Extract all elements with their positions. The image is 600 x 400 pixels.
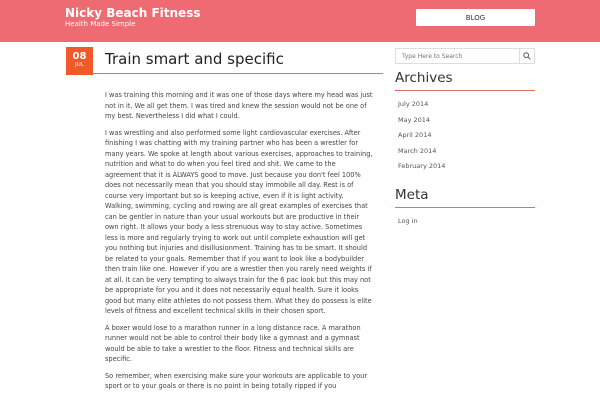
search-input[interactable] bbox=[396, 49, 520, 63]
post-paragraph: So remember, when exercising make sure your workouts are applicable to your sport or to your goals or there is no point in being totally ripped if you bbox=[105, 371, 368, 390]
meta-link-login[interactable]: Log in bbox=[398, 217, 418, 225]
archives-divider bbox=[395, 90, 535, 91]
post-paragraph: I was training this morning and it was one of those days where my head was just not in it. We all get them. I was tired and knew the session would not be one of my best. Nevertheless I did what I could. bbox=[105, 91, 373, 120]
site-header bbox=[0, 0, 600, 42]
search-icon bbox=[523, 52, 531, 60]
post-date-day: 08 bbox=[72, 51, 87, 62]
meta-divider bbox=[395, 207, 535, 208]
archives-widget-title: Archives bbox=[395, 70, 453, 86]
meta-widget-title: Meta bbox=[395, 187, 429, 203]
archive-link-july-2014[interactable]: July 2014 bbox=[398, 100, 429, 108]
site-title[interactable]: Nicky Beach Fitness bbox=[65, 6, 201, 20]
archive-link-april-2014[interactable]: April 2014 bbox=[398, 131, 432, 139]
nav-blog-button[interactable]: BLOG bbox=[416, 9, 535, 26]
archive-link-february-2014[interactable]: February 2014 bbox=[398, 162, 446, 170]
search-form bbox=[395, 48, 535, 64]
post-title-divider bbox=[93, 73, 383, 74]
search-button[interactable] bbox=[519, 49, 534, 63]
post-date-badge bbox=[66, 47, 93, 75]
post-paragraph: I was wrestling and also performed some light cardiovascular exercises. After finishing I was chatting with my training partner who has been a wrestler for many years. We spoke at length about various exercises, approaches to training, nutrition and what to do when you feel tired and shit. We came to the agreement that it is ALWAYS good to move. Just because you don't feel 100% does not necessarily mean that you should stay immobile all day. Rest is of course very important but so is keeping active, even if it is light activity. Walking, swimming, cycling and rowing are all great examples of exercises that can be gentler in nature than your usual workouts but are productive in their own right. It allows your body a less strenuous way to stay active. Sometimes less is more and regularly trying to work out until complete exhaustion will get you nothing but injuries and disillusionment. Training has to be smart. It should be related to your goals. Remember that if you want to look like a bodybuilder then train like one. However if you are a wrestler then you rarely need weights if at all. It can be very tempting to always train for the 6 pac look but this may not be appropriate for you and it does not necessarily equal health. Sure it looks good but many elite athletes do not possess them. What they do possess is elite levels of fitness and excellent technical skills in their chosen sport. bbox=[105, 128, 373, 315]
post-paragraph: A boxer would lose to a marathon runner in a long distance race. A marathon runner would not be able to control their body like a gymnast and a gymnast would be able to take a wrestler to the floor. Fitness and technical skills are specific. bbox=[105, 323, 361, 363]
post-date-month: JUL bbox=[75, 62, 84, 68]
post-title[interactable]: Train smart and specific bbox=[105, 50, 284, 68]
archive-link-may-2014[interactable]: May 2014 bbox=[398, 115, 431, 124]
post-body bbox=[105, 90, 373, 398]
archive-link-march-2014[interactable]: March 2014 bbox=[398, 146, 437, 155]
archives-list bbox=[398, 97, 445, 175]
meta-list bbox=[398, 214, 418, 230]
site-tagline: Health Made Simple bbox=[65, 20, 136, 28]
